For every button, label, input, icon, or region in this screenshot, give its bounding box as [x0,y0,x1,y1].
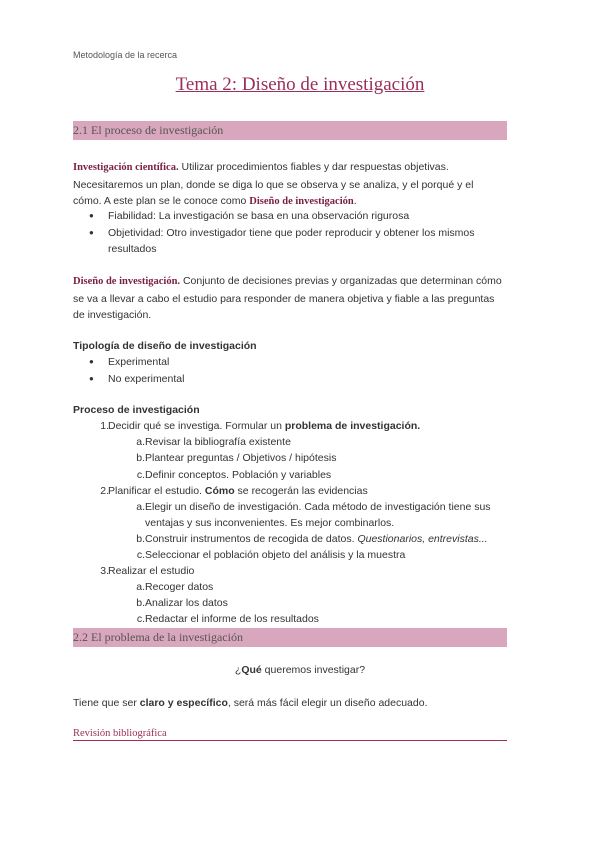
p1-line3b: . [353,195,357,207]
section-heading-2-2: 2.2 El problema de la investigación [73,628,507,647]
sub-text: Elegir un diseño de investigación. Cada método de investigación tiene sus [145,501,491,513]
list-number: 1. [100,420,109,432]
bullet-list-criteria [89,208,509,241]
sub-letter: b. [136,533,145,545]
term-diseno: Diseño de investigación [249,196,354,207]
proceso-heading: Proceso de investigación [73,404,200,416]
item1-bold: problema de investigación. [284,420,421,432]
sub-text: Redactar el informe de los resultados [145,613,319,625]
item1-text: Decidir qué se investiga. Formular un [108,420,285,432]
list-item: ● Experimental [89,354,509,371]
question-line [0,664,600,676]
p3-a: Tiene que ser [73,697,140,709]
sub-text: Construir instrumentos de recogida de datos. [145,533,358,545]
item3-text: Realizar el estudio [108,565,195,577]
section-heading-2-1: 2.1 El proceso de investigación [73,121,507,140]
sub-letter: c. [136,549,145,561]
sub-text: Seleccionar el población objeto del análisis y la muestra [145,549,406,561]
sub-letter: a. [136,501,145,513]
item2-bold: Cómo [204,485,235,497]
p3-c: , será más fácil elegir un diseño adecuado. [227,697,428,709]
sub-text: Analizar los datos [145,597,228,609]
list-number: 3. [100,565,109,577]
question-rest: queremos investigar? [261,664,366,676]
sub-text: Plantear preguntas / Objetivos / hipótesis [145,452,337,464]
p1-line1: Utilizar procedimientos fiables y dar respuestas objetivas. [178,161,449,173]
header-note: Metodología de la recerca [73,50,178,60]
sub-text-continuation: ventajas y sus inconvenientes. Es mejor combinarlos. [145,517,395,529]
list-number: 2. [100,485,109,497]
tipologia-list [89,354,509,387]
sub-text: Revisar la bibliografía existente [145,436,291,448]
p1-line2: Necesitaremos un plan, donde se diga lo que se observa y se analiza, y el porqué y el [73,178,474,191]
term-diseno-investigacion: Diseño de investigación. [73,276,181,287]
sub-letter: c. [136,613,145,625]
sub-letter: a. [136,581,145,593]
sub-letter: a. [136,436,145,448]
p2-line1: Conjunto de decisiones previas y organizadas que determinan cómo [180,275,502,287]
term-investigacion-cientifica: Investigación científica. [73,162,179,173]
p2-line3: de investigación. [73,309,152,321]
item2-text-rest: se recogerán las evidencias [234,485,368,497]
sub-letter: c. [136,469,145,481]
sub-text: Definir conceptos. Población y variables [145,469,332,481]
sub-text: Recoger datos [145,581,214,593]
p3-bold: claro y específico [139,697,228,709]
subsection-revision-bibliografica: Revisión bibliográfica [73,728,507,741]
p2-line2: se va a llevar a cabo el estudio para responder de manera objetiva y fiable a las preguntas [73,292,495,305]
question-bold: Qué [241,664,262,676]
list-item: ● Fiabilidad: La investigación se basa en una observación rigurosa [89,208,509,225]
item2-text: Planificar el estudio. [108,485,205,497]
page-title: Tema 2: Diseño de investigación [175,74,425,95]
tipologia-heading: Tipología de diseño de investigación [73,340,257,352]
list-item: ● Objetividad: Otro investigador tiene que poder reproducir y obtener los mismos [89,225,509,242]
paragraph-diseno [73,273,513,324]
question-mark: ¿ [234,664,242,676]
paragraph-investigacion-cientifica [73,159,513,211]
sub-letter: b. [136,597,145,609]
sub-text-italic: Questionarios, entrevistas... [357,533,488,545]
p1-line3a: cómo. A este plan se le conoce como [73,195,250,207]
list-item-continuation: resultados [108,243,157,255]
list-item: ● No experimental [89,371,509,388]
paragraph-claro-especifico [73,695,513,712]
sub-letter: b. [136,452,145,464]
